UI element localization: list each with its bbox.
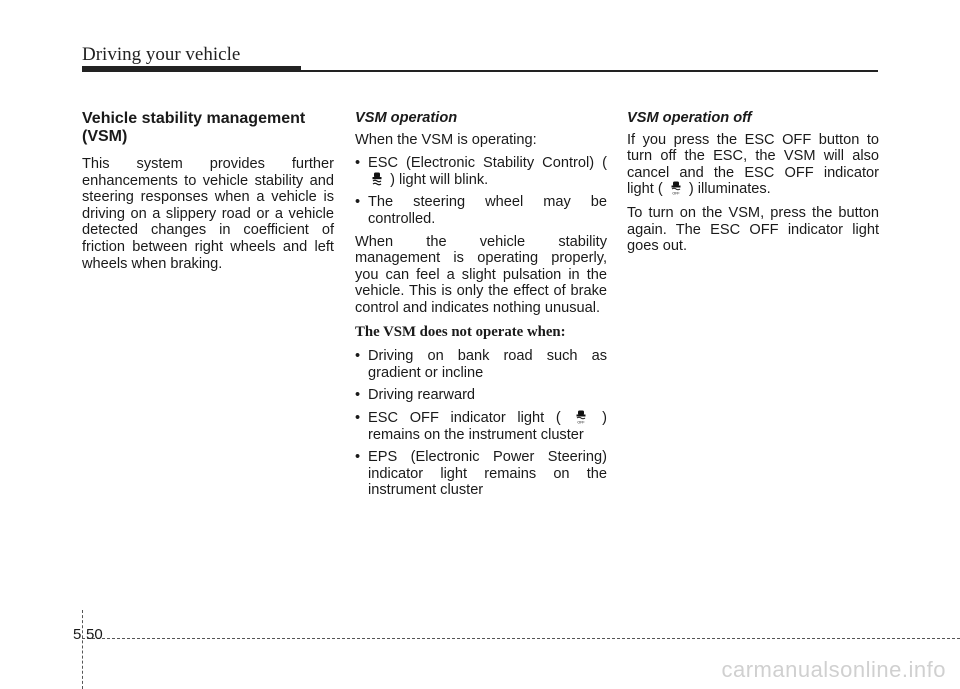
vsm-not-operate-list bbox=[355, 348, 607, 499]
page-header-title: Driving your vehicle bbox=[82, 44, 241, 65]
list-item-text: ESC (Electronic Stability Control) ( bbox=[368, 155, 607, 172]
vsm-description: This system provides further enhancements to vehicle stability and steering responses when a vehicle is driving on a slippery road or a vehicle detected changes in coefficient of friction between right wheels and left wheels when braking. bbox=[82, 156, 334, 272]
list-item: • EPS (Electronic Power Steering) indicator light remains on the instrument cluster bbox=[355, 449, 607, 499]
list-item-text: ) remains on the instrument cluster bbox=[368, 409, 607, 443]
subheading-vsm-not-operate: The VSM does not operate when: bbox=[355, 323, 566, 340]
list-item bbox=[355, 155, 607, 188]
section-heading-vsm-off: VSM operation off bbox=[627, 110, 752, 126]
list-item-text: ESC OFF indicator light ( bbox=[368, 409, 561, 426]
paragraph-text: ) illuminates. bbox=[688, 181, 771, 198]
vsm-operating-intro: When the VSM is operating: bbox=[355, 131, 537, 148]
list-item: • Driving rearward bbox=[355, 387, 607, 404]
column-vsm-intro bbox=[82, 110, 334, 279]
section-heading-vsm-operation: VSM operation bbox=[355, 110, 458, 126]
footer-vertical-rule bbox=[82, 610, 84, 689]
paragraph-text: If you press the ESC OFF button to turn off the ESC, the VSM will also cancel and the ESC OFF indicator light ( bbox=[627, 131, 879, 198]
list-item: • Driving on bank road such as gradient or incline bbox=[355, 348, 607, 381]
vsm-pulsation-note: When the vehicle stability management is operating properly, you can feel a slight pulsation in the vehicle. This is only the effect of brake control and indicates nothing unusual. bbox=[355, 233, 607, 316]
esc-off-indicator-icon bbox=[575, 410, 587, 424]
vsm-operating-list bbox=[355, 155, 607, 227]
header-rule-thick bbox=[82, 66, 301, 72]
list-item: • The steering wheel may be controlled. bbox=[355, 194, 607, 227]
esc-off-label: OFF bbox=[577, 420, 586, 424]
watermark: carmanualsonline.info bbox=[721, 657, 946, 682]
esc-off-label: OFF bbox=[672, 191, 680, 196]
vsm-on-paragraph: To turn on the VSM, press the button again. The ESC OFF indicator light goes out. bbox=[627, 204, 879, 255]
esc-off-indicator-icon bbox=[670, 181, 682, 195]
vsm-off-paragraph bbox=[627, 132, 879, 198]
list-item-text: ) light will blink. bbox=[390, 171, 489, 188]
header-rule-thin bbox=[301, 70, 878, 72]
chapter-number: 5 bbox=[73, 626, 82, 643]
page-number: 50 bbox=[86, 626, 103, 643]
footer-horizontal-rule bbox=[82, 638, 960, 640]
esc-indicator-icon bbox=[371, 172, 383, 186]
section-heading-vsm: Vehicle stability management (VSM) bbox=[82, 110, 306, 145]
column-vsm-operation bbox=[355, 110, 607, 505]
column-vsm-off bbox=[627, 110, 879, 262]
list-item bbox=[355, 410, 607, 443]
